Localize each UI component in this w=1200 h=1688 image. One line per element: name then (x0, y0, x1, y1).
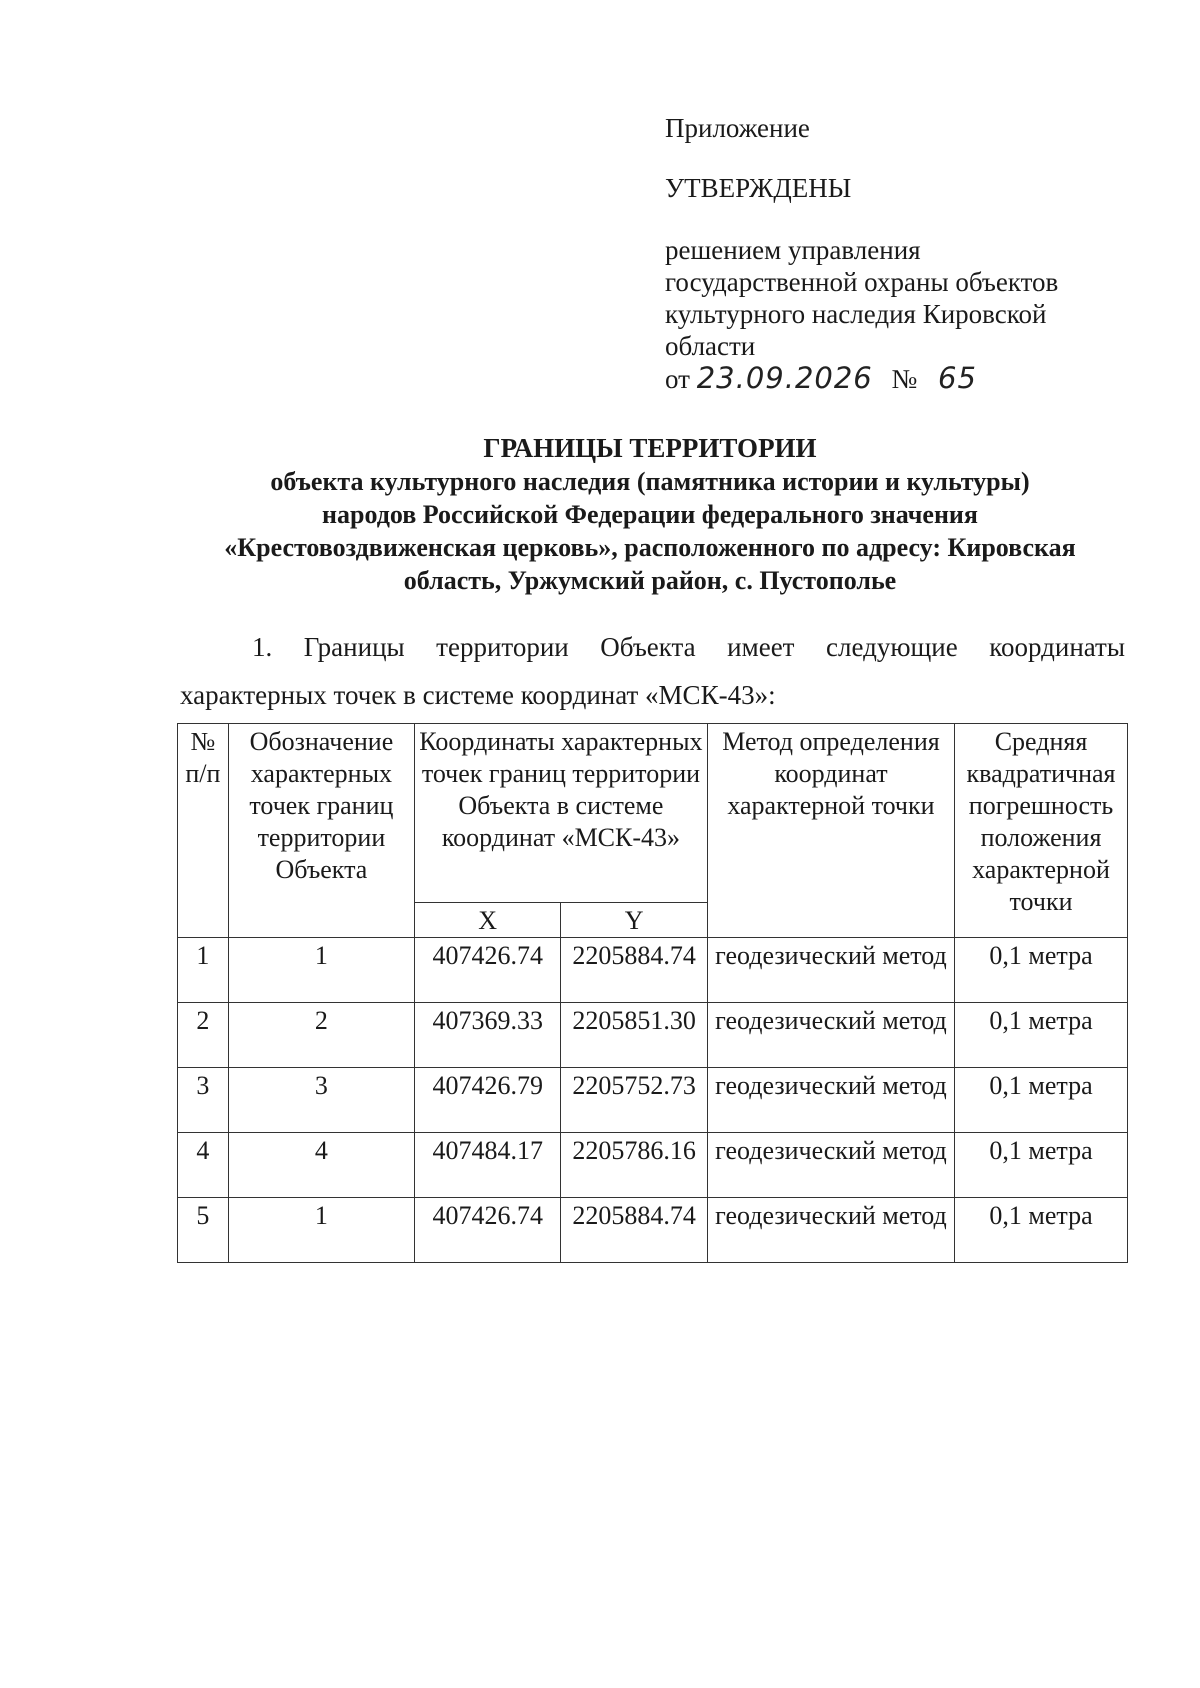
cell-point: 2 (228, 1003, 414, 1068)
table-row (178, 1133, 1128, 1198)
cell-point: 1 (228, 938, 414, 1003)
cell-y: 2205851.30 (561, 1003, 707, 1068)
paragraph-line: характерных точек в системе координат «МСК-43»: (180, 680, 776, 710)
table-row (178, 938, 1128, 1003)
title-line: народов Российской Федерации федерального значения (322, 500, 978, 529)
cell-error: 0,1 метра (955, 938, 1128, 1003)
cell-error: 0,1 метра (955, 1133, 1128, 1198)
cell-x: 407484.17 (414, 1133, 560, 1198)
number-prefix: № (891, 364, 918, 394)
header-y: Y (561, 903, 707, 938)
title-line: «Крестовоздвиженская церковь», расположенного по адресу: Кировская (224, 533, 1076, 562)
coordinates-table (177, 723, 1128, 1263)
table-row (178, 1068, 1128, 1133)
cell-num: 3 (178, 1068, 229, 1133)
cell-num: 1 (178, 938, 229, 1003)
cell-num: 2 (178, 1003, 229, 1068)
cell-point: 1 (228, 1198, 414, 1263)
appendix-label: Приложение (665, 113, 810, 143)
table-row (178, 1198, 1128, 1263)
cell-x: 407369.33 (414, 1003, 560, 1068)
date-prefix: от (665, 364, 690, 394)
table-row (178, 1003, 1128, 1068)
table-header-row (178, 724, 1128, 903)
cell-y: 2205786.16 (561, 1133, 707, 1198)
cell-x: 407426.79 (414, 1068, 560, 1133)
cell-y: 2205884.74 (561, 938, 707, 1003)
cell-method: геодезический метод (707, 1133, 954, 1198)
title-line: объекта культурного наследия (памятника истории и культуры) (270, 467, 1030, 496)
decision-line: решением управления (665, 235, 921, 265)
paragraph-line: 1. Границы территории Объекта имеет следующие координаты (252, 632, 1125, 662)
approval-block (665, 112, 1135, 395)
cell-x: 407426.74 (414, 1198, 560, 1263)
cell-error: 0,1 метра (955, 1198, 1128, 1263)
decision-line: культурного наследия Кировской (665, 299, 1047, 329)
header-num: № п/п (178, 724, 229, 938)
header-method: Метод определения координат характерной точки (707, 724, 954, 938)
header-error: Средняя квадратичная погрешность положения характерной точки (955, 724, 1128, 938)
cell-num: 5 (178, 1198, 229, 1263)
cell-error: 0,1 метра (955, 1003, 1128, 1068)
cell-point: 3 (228, 1068, 414, 1133)
handwritten-number: 65 (938, 361, 977, 395)
document-title (170, 432, 1130, 597)
cell-num: 4 (178, 1133, 229, 1198)
approved-label: УТВЕРЖДЕНЫ (665, 173, 852, 203)
cell-y: 2205884.74 (561, 1198, 707, 1263)
cell-x: 407426.74 (414, 938, 560, 1003)
cell-method: геодезический метод (707, 1068, 954, 1133)
header-coords: Координаты характерных точек границ территории Объекта в системе координат «МСК-43» (414, 724, 707, 903)
title-main: ГРАНИЦЫ ТЕРРИТОРИИ (483, 433, 817, 463)
cell-method: геодезический метод (707, 938, 954, 1003)
handwritten-date: 23.09.2026 (696, 361, 873, 395)
header-x: X (414, 903, 560, 938)
cell-y: 2205752.73 (561, 1068, 707, 1133)
decision-line: области (665, 331, 756, 361)
cell-point: 4 (228, 1133, 414, 1198)
cell-method: геодезический метод (707, 1003, 954, 1068)
title-line: область, Уржумский район, с. Пустополье (403, 566, 897, 595)
cell-error: 0,1 метра (955, 1068, 1128, 1133)
header-designation: Обозначение характерных точек границ территории Объекта (228, 724, 414, 938)
decision-line: государственной охраны объектов (665, 267, 1059, 297)
intro-paragraph (180, 623, 1125, 719)
date-number-line (665, 362, 1135, 395)
cell-method: геодезический метод (707, 1198, 954, 1263)
